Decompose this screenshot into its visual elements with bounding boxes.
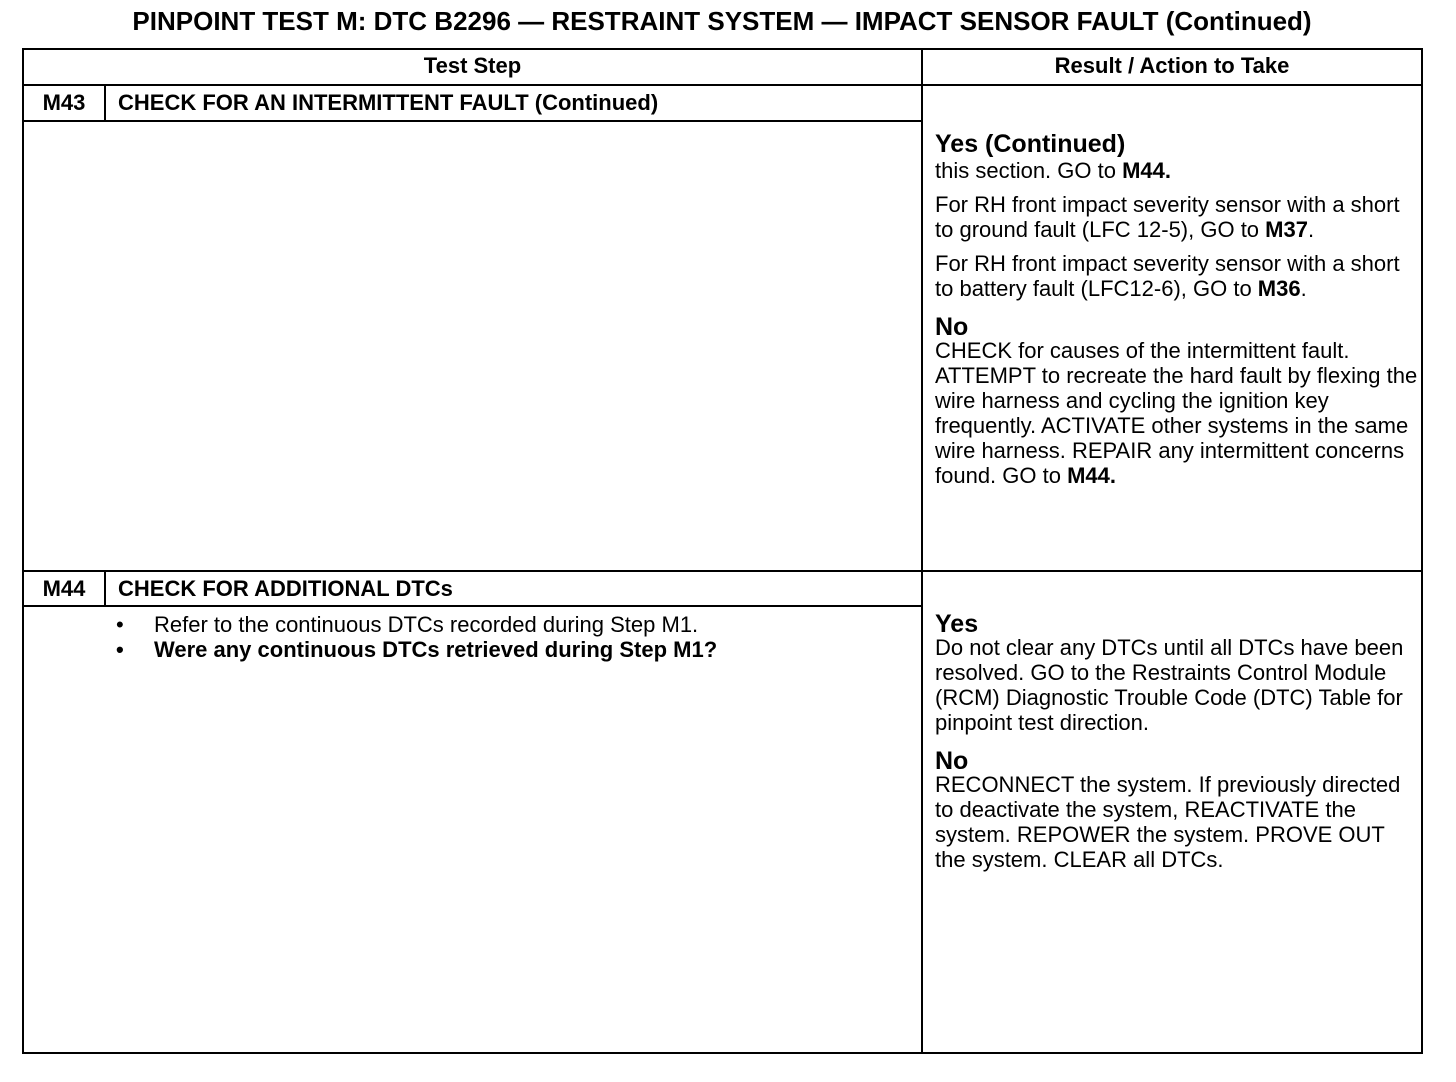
no-label: No: [935, 313, 969, 341]
step-m43-result: [935, 130, 1421, 497]
result-text: Do not clear any DTCs until all DTCs have been resolved. GO to the Restraints Control Module (RCM) Diagnostic Trouble Code (DTC) Table for pinpoint test direction.: [935, 635, 1404, 735]
step-m44-number-divider: [104, 572, 106, 606]
yes-label: Yes: [935, 610, 979, 638]
page-title: PINPOINT TEST M: DTC B2296 — RESTRAINT SYSTEM — IMPACT SENSOR FAULT (Continued): [132, 6, 1312, 36]
yes-label: Yes (Continued): [935, 130, 1126, 158]
step-reference: M36: [1257, 276, 1301, 301]
step-reference: M44: [1067, 463, 1110, 488]
step-number: M44: [42, 576, 86, 601]
step-m44-bullets: [116, 612, 717, 662]
result-text: For RH front impact severity sensor with a short to battery fault (LFC12-6), GO to M36.: [935, 251, 1400, 301]
result-text: this section. GO to M44.: [935, 158, 1171, 183]
step-m43-number-divider: [104, 86, 106, 121]
result-text: RECONNECT the system. If previously directed to deactivate the system, REACTIVATE the system. REPOWER the system. PROVE OUT the system. CLEAR all DTCs.: [935, 772, 1401, 872]
header-rule: [22, 84, 1423, 86]
step-title: CHECK FOR AN INTERMITTENT FAULT (Continued): [118, 90, 659, 115]
step-reference: M44: [1122, 158, 1165, 183]
step-number: M43: [42, 90, 86, 115]
result-text: For RH front impact severity sensor with a short to ground fault (LFC 12-5), GO to M37.: [935, 192, 1400, 242]
list-item: • Refer to the continuous DTCs recorded during Step M1.: [116, 612, 717, 637]
step-m44-result: [935, 610, 1421, 881]
step-title: CHECK FOR ADDITIONAL DTCs: [118, 576, 453, 601]
step-reference: M37: [1265, 217, 1308, 242]
step-m44-title-rule: [22, 605, 922, 607]
column-divider: [921, 48, 923, 1054]
header-test-step: Test Step: [423, 53, 522, 78]
row-divider: [22, 570, 1423, 572]
step-m43-title-rule: [22, 120, 922, 122]
no-label: No: [935, 747, 969, 775]
result-text: CHECK for causes of the intermittent fault. ATTEMPT to recreate the hard fault by flexing the wire harness and cycling the ignition key frequently. ACTIVATE other systems in the same wire harness. REPAIR any intermittent concerns found. GO to M44.: [935, 338, 1418, 488]
list-item: • Were any continuous DTCs retrieved during Step M1?: [116, 637, 717, 662]
header-result: Result / Action to Take: [1054, 53, 1290, 78]
